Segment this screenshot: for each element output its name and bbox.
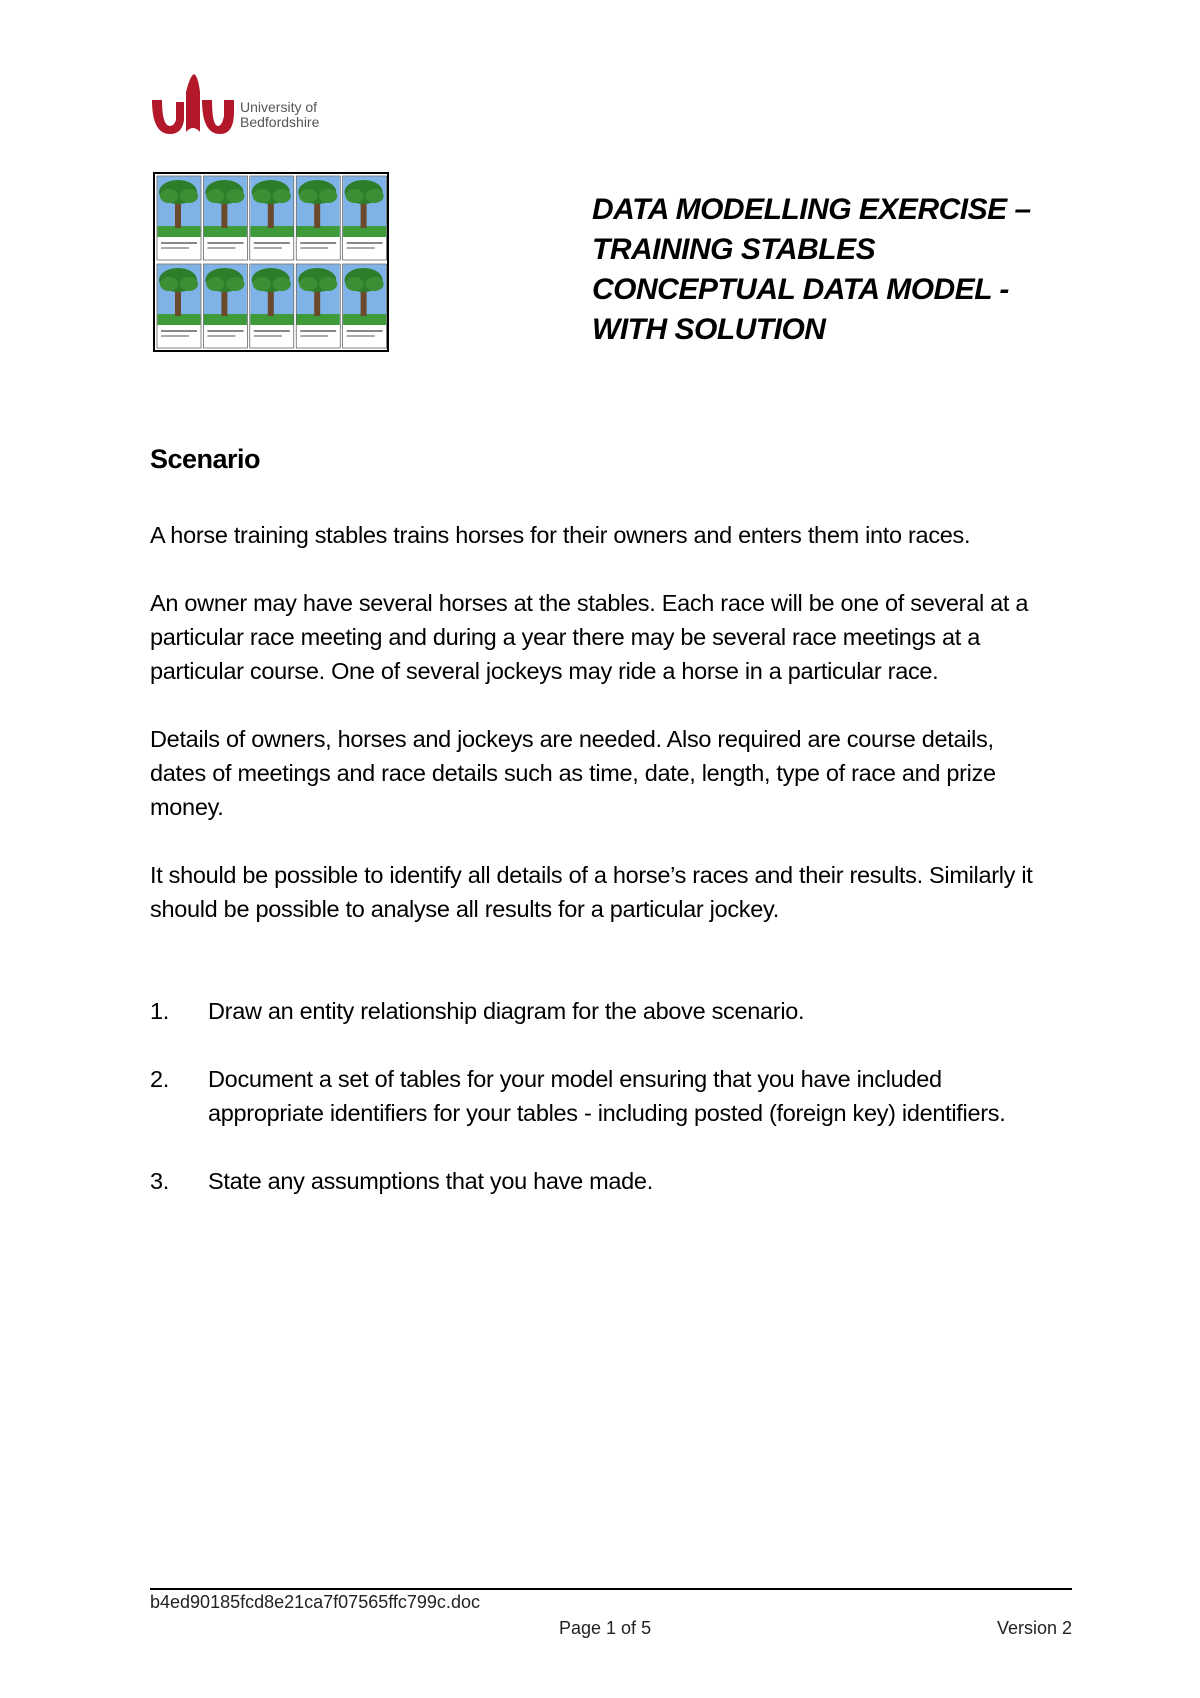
document-title: [592, 190, 1072, 350]
university-name-line1: University of: [240, 99, 318, 115]
title-line: DATA MODELLING EXERCISE –: [592, 193, 1031, 226]
scenario-heading: Scenario: [150, 444, 261, 474]
title-line: WITH SOLUTION: [592, 313, 826, 346]
cartoon-panel: [343, 176, 387, 260]
task-number: 2.: [150, 1066, 169, 1092]
footer-page-number: Page 1 of 5: [559, 1618, 652, 1638]
paragraph-line: should be possible to analyse all results for a particular jockey.: [150, 896, 779, 922]
paragraph-line: particular race meeting and during a year there may be several race meetings at a: [150, 624, 980, 650]
scenario-paragraph: [150, 722, 1080, 824]
paragraph-line: money.: [150, 794, 224, 820]
task-text: Draw an entity relationship diagram for the above scenario.: [208, 998, 805, 1024]
cartoon-panel: [203, 264, 247, 348]
university-name: [240, 100, 319, 130]
footer-divider: [150, 1588, 1072, 1590]
task-text: Document a set of tables for your model ensuring that you have included: [208, 1066, 942, 1092]
tree-swing-cartoon-image: [153, 172, 389, 352]
scenario-paragraph: [150, 518, 1080, 552]
paragraph-line: particular course. One of several jockeys may ride a horse in a particular race.: [150, 658, 939, 684]
scenario-paragraph: [150, 858, 1080, 926]
footer-filename: b4ed90185fcd8e21ca7f07565ffc799c.doc: [150, 1592, 480, 1612]
cartoon-panel: [157, 176, 201, 260]
scenario-paragraph: [150, 586, 1080, 688]
footer-version: Version 2: [996, 1618, 1072, 1638]
cartoon-panel: [296, 176, 340, 260]
paragraph-line: dates of meetings and race details such as time, date, length, type of race and prize: [150, 760, 996, 786]
university-logo-mark: [150, 72, 240, 142]
task-number: 1.: [150, 998, 169, 1024]
university-logo: [150, 72, 330, 142]
task-number: 3.: [150, 1168, 169, 1194]
task-text: State any assumptions that you have made.: [208, 1168, 653, 1194]
paragraph-line: Details of owners, horses and jockeys are needed. Also required are course details,: [150, 726, 994, 752]
cartoon-panel: [343, 264, 387, 348]
task-text: appropriate identifiers for your tables - including posted (foreign key) identifiers.: [208, 1100, 1006, 1126]
paragraph-line: It should be possible to identify all details of a horse’s races and their results. Similarly it: [150, 862, 1033, 888]
cartoon-panel: [296, 264, 340, 348]
cartoon-panel: [250, 176, 294, 260]
cartoon-panel: [250, 264, 294, 348]
title-line: CONCEPTUAL DATA MODEL -: [592, 273, 1009, 306]
paragraph-line: A horse training stables trains horses for their owners and enters them into races.: [150, 522, 971, 548]
university-name-line2: Bedfordshire: [240, 114, 320, 130]
paragraph-line: An owner may have several horses at the stables. Each race will be one of several at a: [150, 590, 1029, 616]
cartoon-panel: [203, 176, 247, 260]
cartoon-panel: [157, 264, 201, 348]
tree-swing-cartoon: [155, 174, 387, 350]
title-line: TRAINING STABLES: [592, 233, 876, 266]
